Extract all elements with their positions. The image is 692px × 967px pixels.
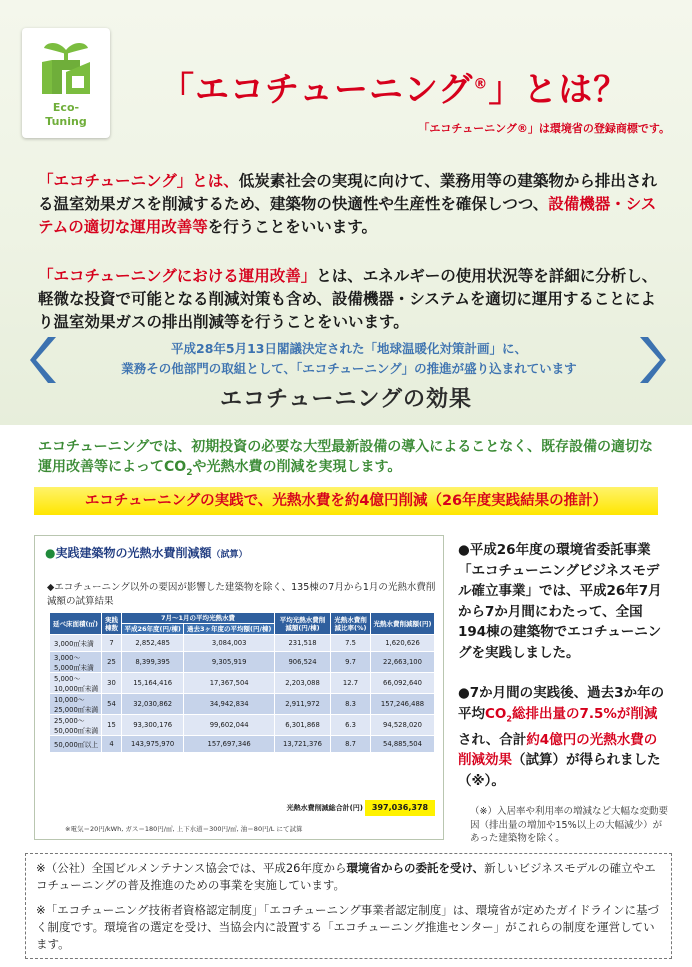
table-row — [50, 736, 435, 753]
page-title: 「エコチューニング®」とは？ — [160, 70, 629, 110]
cell-avg: 6,301,868 — [275, 715, 331, 736]
chevron-left-icon — [30, 335, 60, 385]
header-past3: 過去3ヶ年度の平均額(円/棟) — [184, 624, 275, 635]
cell-floor: 50,000㎡以上 — [50, 736, 102, 753]
header-rate: 光熱水費削減比率(%) — [331, 613, 371, 635]
cell-avg: 2,911,972 — [275, 694, 331, 715]
result-banner: エコチューニングの実践で、光熱水費を約4億円削減（26年度実践結果の推計） — [34, 487, 658, 515]
sprout-box-icon — [36, 36, 96, 98]
cell-total: 157,246,488 — [371, 694, 435, 715]
header-fy26: 平成26年度(円/棟) — [122, 624, 184, 635]
logo-text-eco: Eco- — [52, 101, 80, 114]
cell-rate: 6.3 — [331, 715, 371, 736]
cell-past3: 34,942,834 — [184, 694, 275, 715]
table-footnote: ※電気＝20円/kWh, ガス＝180円/㎥, 上下水道＝300円/㎥, 油＝80円/L にて試算 — [65, 825, 303, 833]
note-association: ※（公社）全国ビルメンテナンス協会では、平成26年度から環境省からの委託を受け、新しいビジネスモデルの確立やエコチューニングの普及推進のための事業を実施しています。 — [36, 861, 656, 892]
cell-rate: 8.3 — [331, 694, 371, 715]
table-row — [50, 635, 435, 652]
cell-total: 22,663,100 — [371, 652, 435, 673]
note-certification: ※「エコチューニング技術者資格認定制度」「エコチューニング事業者認定制度」は、環境省が定めたガイドラインに基づく制度です。環境省の選定を受け、当協会内に設置する「エコチューニング推進センター」がこれらの制度を運営しています。 — [36, 903, 660, 951]
cell-total: 1,620,626 — [371, 635, 435, 652]
savings-table-panel — [34, 535, 444, 840]
cell-avg: 13,721,376 — [275, 736, 331, 753]
savings-table — [49, 612, 435, 753]
cell-rate: 12.7 — [331, 673, 371, 694]
cell-floor: 3,000㎡未満 — [50, 635, 102, 652]
cell-count: 4 — [102, 736, 122, 753]
project-summary: ●平成26年度の環境省委託事業「エコチューニングビジネスモデル確立事業」では、平成26年7月から7か月間にわたって、全国194棟の建築物でエコチューニングを実践しました。 — [458, 542, 662, 661]
cell-floor: 3,000～5,000㎡未満 — [50, 652, 102, 673]
cell-past3: 3,084,003 — [184, 635, 275, 652]
cell-past3: 157,697,346 — [184, 736, 275, 753]
cell-floor: 5,000～10,000㎡未満 — [50, 673, 102, 694]
notes-box — [25, 853, 672, 959]
table-total-row — [49, 800, 435, 816]
result-summary: ●7か月間の実践後、過去3か年の平均$CO_2$総排出量の7.5%が削減され、合計約4億円の光熱水費の削減効果（試算）が得られました（※）。 — [458, 685, 665, 789]
cell-total: 66,092,640 — [371, 673, 435, 694]
cell-count: 15 — [102, 715, 122, 736]
definition-paragraph: 「エコチューニング」とは、低炭素社会の実現に向けて、業務用等の建築物から排出される温室効果ガスを削減するため、建築物の快適性や生産性を確保しつつ、設備機器・システムの適切な運用改善等を行うことをいいます。 — [38, 172, 657, 236]
cell-count: 25 — [102, 652, 122, 673]
header-total-reduction: 光熱水費削減額(円) — [371, 613, 435, 635]
cell-avg: 906,524 — [275, 652, 331, 673]
cell-fy26: 32,030,862 — [122, 694, 184, 715]
total-value: 397,036,378 — [365, 800, 435, 816]
cell-total: 94,528,020 — [371, 715, 435, 736]
cell-past3: 9,305,919 — [184, 652, 275, 673]
logo-text-tuning: Tuning — [45, 115, 87, 128]
table-row — [50, 694, 435, 715]
header-floor: 延べ床面積(㎡) — [50, 613, 102, 635]
cell-count: 30 — [102, 673, 122, 694]
policy-banner — [30, 335, 666, 385]
header-count: 実践棟数 — [102, 613, 122, 635]
chevron-right-icon — [636, 335, 666, 385]
effect-section-title: エコチューニングの効果 — [220, 387, 472, 412]
cell-total: 54,885,504 — [371, 736, 435, 753]
exclusion-note: （※）入居率や利用率の増減など大幅な変動要因（排出量の増加や15%以上の大幅減少）があった建築物を除く。 — [470, 806, 668, 844]
effect-intro: エコチューニングでは、初期投資の必要な大型最新設備の導入によることなく、既存設備の適切な運用改善等によって$CO_2$や光熱水費の削減を実現します。 — [38, 439, 654, 478]
trademark-note: 「エコチューニング®」は環境省の登録商標です。 — [418, 122, 670, 135]
policy-text: 平成28年5月13日閣議決定された「地球温暖化対策計画」に、 業務その他部門の取組として、「エコチューニング」の推進が盛り込まれています — [121, 341, 577, 376]
cell-count: 54 — [102, 694, 122, 715]
cell-rate: 8.7 — [331, 736, 371, 753]
header-avg-cost-group: 7月～1月の平均光熱水費 — [122, 613, 275, 624]
table-row — [50, 652, 435, 673]
panel-heading: ●実践建築物の光熱水費削減額（試算） — [45, 546, 248, 560]
cell-fy26: 143,975,970 — [122, 736, 184, 753]
cell-count: 7 — [102, 635, 122, 652]
table-row — [50, 715, 435, 736]
cell-rate: 9.7 — [331, 652, 371, 673]
cell-avg: 231,518 — [275, 635, 331, 652]
cell-past3: 17,367,504 — [184, 673, 275, 694]
cell-fy26: 2,852,485 — [122, 635, 184, 652]
panel-note: ◆エコチューニング以外の要因が影響した建築物を除く、135棟の7月から1月の光熱水費削減額の試算結果 — [47, 582, 436, 607]
cell-past3: 99,602,044 — [184, 715, 275, 736]
cell-rate: 7.5 — [331, 635, 371, 652]
header-avg-reduction: 平均光熱水費削減額(円/棟) — [275, 613, 331, 635]
cell-avg: 2,203,088 — [275, 673, 331, 694]
total-label: 光熱水費削減総合計(円) — [286, 804, 363, 812]
operation-improvement-paragraph: 「エコチューニングにおける運用改善」とは、エネルギーの使用状況等を詳細に分析し、軽微な投資で可能となる削減対策も含め、設備機器・システムを適切に運用することにより温室効果ガスの排出削減等を行うことをいいます。 — [38, 267, 658, 331]
cell-fy26: 8,399,395 — [122, 652, 184, 673]
cell-fy26: 15,164,416 — [122, 673, 184, 694]
cell-fy26: 93,300,176 — [122, 715, 184, 736]
eco-tuning-logo — [22, 28, 110, 138]
table-row — [50, 673, 435, 694]
cell-floor: 10,000～25,000㎡未満 — [50, 694, 102, 715]
cell-floor: 25,000～50,000㎡未満 — [50, 715, 102, 736]
